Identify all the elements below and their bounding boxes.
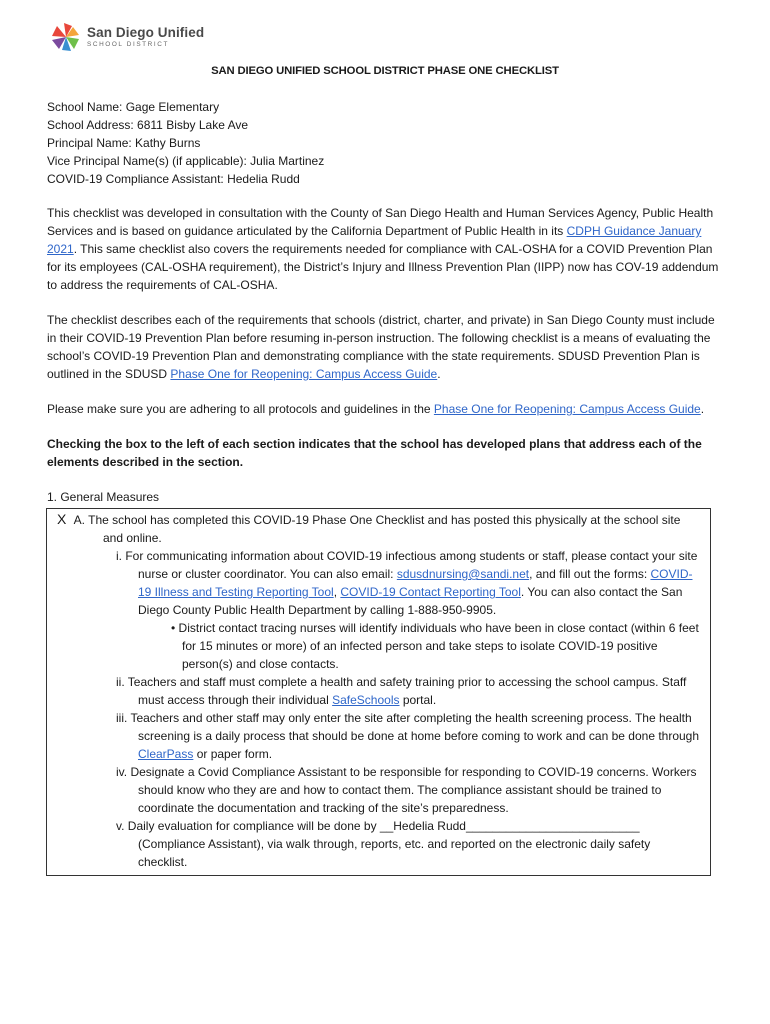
safeschools-link[interactable]: SafeSchools [332,693,400,707]
item-a: X A. The school has completed this COVID-19 Phase One Checklist and has posted this physically at the school site and online. [57,511,681,545]
logo-petal-red2 [52,26,66,37]
contact-reporting-tool-link[interactable]: COVID-19 Contact Reporting Tool [340,585,521,599]
item-i: i. For communicating information about COVID-19 infectious among students or staff, please contact your site nurse or cluster coordinator. You can also email: sdusdnursing@sandi.net, and fill out the forms: COVID-19 Illness and Testing Reporting Tool, COVID-19 Contact Reporting Tool. You can also contact the San Diego County Public Health Department by calling 1-888-950-9905. [116,549,698,617]
illness-testing-tool-link[interactable]: COVID-19 Illness and Testing Reporting Tool [138,567,693,599]
principal-name: Principal Name: Kathy Burns [47,136,201,150]
document-body [47,98,727,876]
item-iv: iv. Designate a Covid Compliance Assistant to be responsible for responding to COVID-19 concerns. Workers should know who they are and how to contact them. The compliance assistant should be trained to coordinate the documentation and tracking of the site’s preparedness. [116,765,697,815]
clearpass-link[interactable]: ClearPass [138,747,194,761]
school-address: School Address: 6811 Bisby Lake Ave [47,118,249,132]
logo-subtitle: SCHOOL DISTRICT [87,40,169,48]
pinwheel-logo-icon [50,20,82,54]
item-iii: iii. Teachers and other staff may only enter the site after completing the health screening process. The health screening is a daily process that should be done at home before coming to work and can be done through ClearPass or paper form. [116,711,700,761]
checkbox-mark[interactable]: X [57,511,67,527]
section-heading: 1. General Measures [47,490,160,504]
item-ii: ii. Teachers and staff must complete a health and safety training prior to accessing the school campus. Staff must access through their individual SafeSchools portal. [116,675,687,707]
cdph-guidance-link[interactable]: CDPH Guidance January 2021 [47,224,702,256]
district-logo [50,20,204,54]
item-v: v. Daily evaluation for compliance will be done by __Hedelia Rudd__________________________ (Compliance Assistant), via walk through, reports, etc. and reported on the electronic daily safety checklist. [116,819,651,869]
protocols-paragraph: Please make sure you are adhering to all protocols and guidelines in the Phase One for Reopening: Campus Access Guide. [47,402,705,416]
general-measures-box [46,508,711,876]
vice-principal-name: Vice Principal Name(s) (if applicable): Julia Martinez [47,154,325,168]
instruction-text: Checking the box to the left of each section indicates that the school has developed plans that address each of the elements described in the section. [47,437,702,469]
contact-tracing-bullet: • District contact tracing nurses will identify individuals who have been in close contact (within 6 feet for 15 minutes or more) of an infected person and take steps to isolate COVID-19 positive person(s) and close contacts. [171,621,699,671]
logo-name: San Diego Unified [87,25,205,41]
compliance-assistant: COVID-19 Compliance Assistant: Hedelia Rudd [47,172,300,186]
campus-access-guide-link-2[interactable]: Phase One for Reopening: Campus Access Guide [433,402,701,416]
campus-access-guide-link[interactable]: Phase One for Reopening: Campus Access Guide [170,367,438,381]
page-title: SAN DIEGO UNIFIED SCHOOL DISTRICT PHASE ONE CHECKLIST [211,65,559,77]
school-name: School Name: Gage Elementary [47,100,220,114]
intro-paragraph: This checklist was developed in consultation with the County of San Diego Health and Human Services Agency, Public Health Services and is based on guidance articulated by the California Department of Public Health in its CDPH Guidance January 2021. This same checklist also covers the requirements needed for compliance with CAL-OSHA for a COVID Prevention Plan for its employees (CAL-OSHA requirement), the District’s Injury and Illness Prevention Plan (IIPP) now has COV-19 addendum to address the requirements of CAL-OSHA. [47,206,719,292]
requirements-paragraph: The checklist describes each of the requirements that schools (district, charter, and private) in San Diego County must include in their COVID-19 Prevention Plan before resuming in-person instruction. The following checklist is a means of evaluating the school’s COVID-19 Prevention Plan and demonstrating compliance with the state requirements. SDUSD Prevention Plan is outlined in the SDUSD Phase One for Reopening: Campus Access Guide. [47,313,715,381]
nursing-email-link[interactable]: sdusdnursing@sandi.net [396,567,530,581]
